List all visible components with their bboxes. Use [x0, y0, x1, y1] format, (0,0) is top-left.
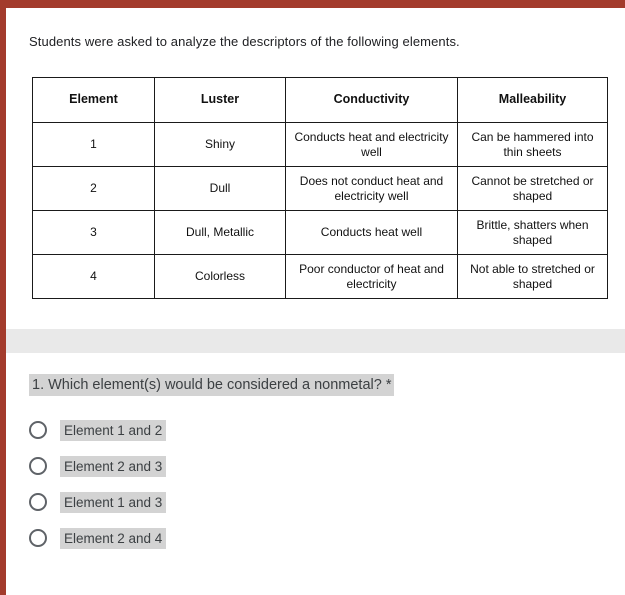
cell-conductivity: Does not conduct heat and electricity well [286, 167, 458, 211]
cell-malleability: Brittle, shatters when shaped [458, 211, 608, 255]
cell-element: 1 [33, 123, 155, 167]
cell-malleability: Cannot be stretched or shaped [458, 167, 608, 211]
cell-luster: Dull, Metallic [155, 211, 286, 255]
table-header-row [33, 78, 608, 123]
cell-luster: Dull [155, 167, 286, 211]
option-row-element-2-and-4[interactable] [29, 527, 611, 549]
cell-malleability: Not able to stretched or shaped [458, 255, 608, 299]
options-group [25, 419, 611, 549]
cell-luster: Colorless [155, 255, 286, 299]
cell-conductivity: Poor conductor of heat and electricity [286, 255, 458, 299]
cell-element: 2 [33, 167, 155, 211]
header-element: Element [33, 78, 155, 123]
cell-element: 3 [33, 211, 155, 255]
option-label: Element 1 and 2 [60, 420, 166, 441]
option-row-element-2-and-3[interactable] [29, 455, 611, 477]
cell-conductivity: Conducts heat and electricity well [286, 123, 458, 167]
cell-luster: Shiny [155, 123, 286, 167]
question-title [29, 377, 611, 393]
radio-button[interactable] [29, 457, 47, 475]
option-label: Element 2 and 3 [60, 456, 166, 477]
form-theme-top-bar [0, 0, 625, 8]
cell-conductivity: Conducts heat well [286, 211, 458, 255]
table-row [33, 167, 608, 211]
option-label: Element 2 and 4 [60, 528, 166, 549]
question-title-text: 1. Which element(s) would be considered a nonmetal? * [29, 374, 394, 396]
cell-element: 4 [33, 255, 155, 299]
table-row [33, 255, 608, 299]
form-content [6, 8, 625, 595]
option-label: Element 1 and 3 [60, 492, 166, 513]
table-row [33, 211, 608, 255]
header-malleability: Malleability [458, 78, 608, 123]
radio-button[interactable] [29, 421, 47, 439]
table-card [6, 8, 625, 329]
elements-table [32, 77, 608, 299]
option-row-element-1-and-3[interactable] [29, 491, 611, 513]
header-luster: Luster [155, 78, 286, 123]
cell-malleability: Can be hammered into thin sheets [458, 123, 608, 167]
form-theme-left-bar [0, 0, 6, 595]
card-gap [6, 329, 625, 353]
question-card [6, 353, 625, 595]
table-row [33, 123, 608, 167]
option-row-element-1-and-2[interactable] [29, 419, 611, 441]
radio-button[interactable] [29, 529, 47, 547]
radio-button[interactable] [29, 493, 47, 511]
header-conductivity: Conductivity [286, 78, 458, 123]
intro-text: Students were asked to analyze the descriptors of the following elements. [29, 34, 460, 49]
